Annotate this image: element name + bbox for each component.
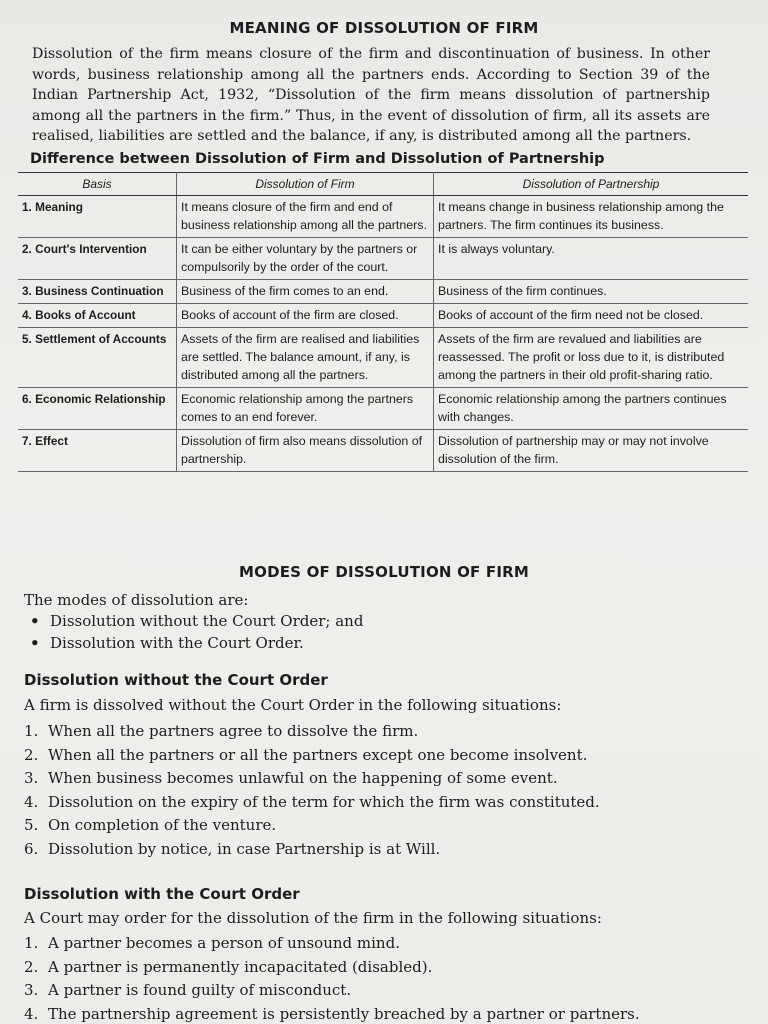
meaning-paragraph: Dissolution of the firm means closure of the firm and discontinuation of business. In other words, business relationship among all the partners ends. According to Section 39 of the Indian Partnership Act, 1932, “Dissolution of the firm means dissolution of partnership among all the partners in the firm.” Thus, in the event of dissolution of firm, all its assets are realised, liabilities are settled and the balance, if any, is distributed among all the partners. bbox=[32, 46, 710, 144]
item-text: A partner becomes a person of unsound mind. bbox=[48, 934, 400, 952]
item-number: 1. bbox=[24, 934, 39, 952]
header-dissolution-of-firm: Dissolution of Firm bbox=[177, 173, 434, 196]
modes-intro: The modes of dissolution are: bbox=[24, 591, 249, 609]
item-text: When all the partners or all the partners except one become insolvent. bbox=[48, 745, 588, 764]
row-basis: 5. Settlement of Accounts bbox=[18, 328, 177, 388]
item-number: 1. bbox=[24, 722, 39, 740]
without-court-list bbox=[24, 720, 600, 862]
item-text: When all the partners agree to dissolve the firm. bbox=[48, 722, 419, 740]
list-item bbox=[24, 956, 640, 980]
row-partnership: Books of account of the firm need not be closed. bbox=[434, 304, 749, 328]
modes-list bbox=[24, 610, 363, 654]
item-text: The partnership agreement is persistently breached by a partner or partners. bbox=[48, 1004, 640, 1023]
item-number: 6. bbox=[24, 839, 39, 858]
row-partnership: Dissolution of partnership may or may not involve dissolution of the firm. bbox=[434, 430, 749, 472]
without-court-heading: Dissolution without the Court Order bbox=[24, 671, 328, 689]
with-court-list bbox=[24, 932, 640, 1024]
list-item: • Dissolution without the Court Order; and bbox=[24, 610, 363, 632]
row-basis: 3. Business Continuation bbox=[18, 280, 177, 304]
table-row bbox=[18, 196, 748, 238]
header-dissolution-of-partnership: Dissolution of Partnership bbox=[434, 173, 749, 196]
item-text: A partner is found guilty of misconduct. bbox=[48, 981, 352, 1000]
table-row bbox=[18, 430, 748, 472]
list-item bbox=[24, 838, 600, 862]
item-number: 5. bbox=[24, 816, 39, 835]
list-item bbox=[24, 767, 600, 791]
item-number: 3. bbox=[24, 981, 39, 1000]
row-firm: It can be either voluntary by the partners or compulsorily by the order of the court. bbox=[177, 238, 434, 280]
row-basis: 2. Court's Intervention bbox=[18, 238, 177, 280]
row-partnership: Assets of the firm are revalued and liabilities are reassessed. The profit or loss due to it, is distributed among the partners in their old profit-sharing ratio. bbox=[434, 328, 749, 388]
list-item bbox=[24, 814, 600, 838]
row-partnership: It means change in business relationship among the partners. The firm continues its business. bbox=[434, 196, 749, 238]
with-court-heading: Dissolution with the Court Order bbox=[24, 885, 300, 903]
row-firm: Assets of the firm are realised and liabilities are settled. The balance amount, if any, is distributed among all the partners. bbox=[177, 328, 434, 388]
item-text: A partner is permanently incapacitated (disabled). bbox=[48, 957, 433, 976]
row-basis: 6. Economic Relationship bbox=[18, 388, 177, 430]
meaning-heading: MEANING OF DISSOLUTION OF FIRM bbox=[229, 19, 539, 37]
row-partnership: It is always voluntary. bbox=[434, 238, 749, 280]
row-partnership: Business of the firm continues. bbox=[434, 280, 749, 304]
row-firm: It means closure of the firm and end of business relationship among all the partners. bbox=[177, 196, 434, 238]
list-item bbox=[24, 791, 600, 815]
list-item bbox=[24, 932, 640, 956]
item-number: 4. bbox=[24, 1004, 39, 1023]
row-partnership: Economic relationship among the partners continues with changes. bbox=[434, 388, 749, 430]
difference-table bbox=[18, 172, 748, 472]
row-firm: Books of account of the firm are closed. bbox=[177, 304, 434, 328]
table-row bbox=[18, 388, 748, 430]
table-row bbox=[18, 238, 748, 280]
modes-heading: MODES OF DISSOLUTION OF FIRM bbox=[238, 563, 529, 581]
item-number: 4. bbox=[24, 792, 39, 811]
row-firm: Dissolution of firm also means dissolution of partnership. bbox=[177, 430, 434, 472]
list-item bbox=[24, 979, 640, 1003]
list-item bbox=[24, 744, 600, 768]
list-item: • Dissolution with the Court Order. bbox=[24, 632, 363, 654]
table-header-row bbox=[18, 173, 748, 196]
difference-table-title: Difference between Dissolution of Firm and Dissolution of Partnership bbox=[30, 151, 605, 167]
row-firm: Economic relationship among the partners comes to an end forever. bbox=[177, 388, 434, 430]
item-number: 2. bbox=[24, 957, 39, 976]
item-text: Dissolution by notice, in case Partnership is at Will. bbox=[48, 839, 441, 858]
item-text: Dissolution on the expiry of the term for which the firm was constituted. bbox=[48, 792, 600, 811]
item-number: 3. bbox=[24, 769, 39, 788]
list-item bbox=[24, 720, 600, 744]
without-court-intro: A firm is dissolved without the Court Order in the following situations: bbox=[24, 696, 562, 714]
row-basis: 7. Effect bbox=[18, 430, 177, 472]
item-text: On completion of the venture. bbox=[48, 816, 277, 835]
item-number: 2. bbox=[24, 745, 39, 764]
with-court-intro: A Court may order for the dissolution of the firm in the following situations: bbox=[24, 909, 602, 927]
row-basis: 4. Books of Account bbox=[18, 304, 177, 328]
row-basis: 1. Meaning bbox=[18, 196, 177, 238]
table-row bbox=[18, 280, 748, 304]
list-item bbox=[24, 1003, 640, 1024]
table-row bbox=[18, 304, 748, 328]
item-text: When business becomes unlawful on the happening of some event. bbox=[48, 769, 558, 788]
row-firm: Business of the firm comes to an end. bbox=[177, 280, 434, 304]
table-row bbox=[18, 328, 748, 388]
header-basis: Basis bbox=[18, 173, 177, 196]
